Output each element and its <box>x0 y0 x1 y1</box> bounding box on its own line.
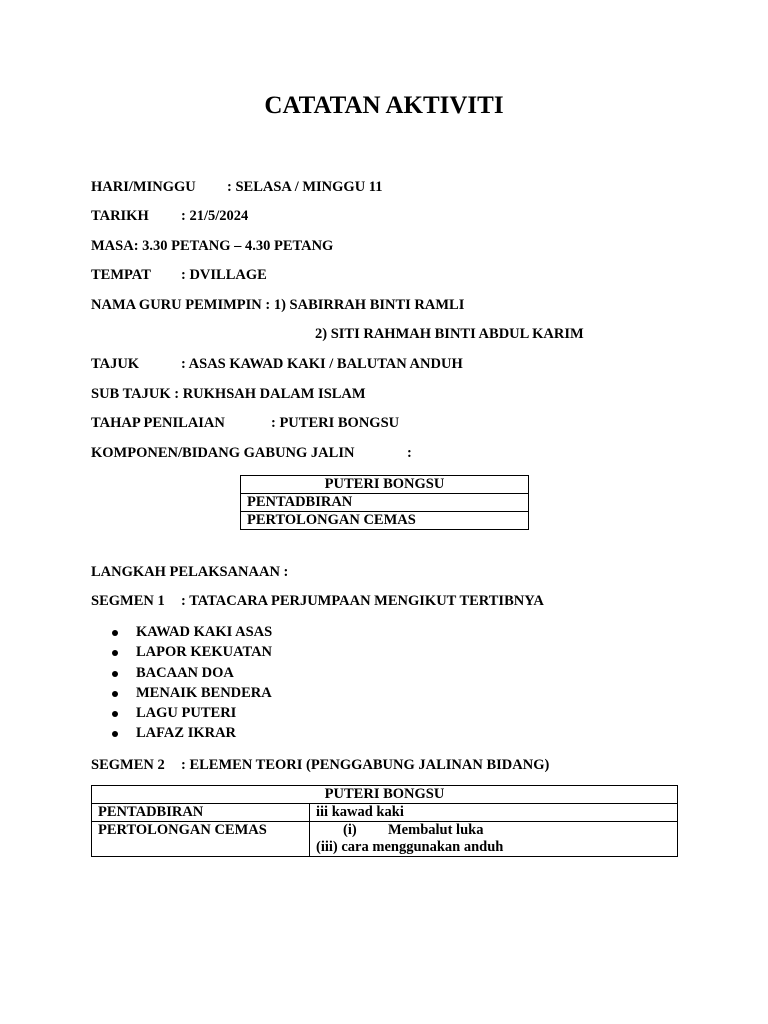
hari-label: HARI/MINGGU <box>91 179 196 195</box>
bullet-icon <box>112 691 118 697</box>
bullet-icon <box>112 731 118 737</box>
bullet-icon <box>112 711 118 717</box>
komponen-table-header: PUTERI BONGSU <box>241 476 529 494</box>
page-title: CATATAN AKTIVITI <box>264 92 504 119</box>
bullet-icon <box>112 630 118 636</box>
subtajuk-line: SUB TAJUK : RUKHSAH DALAM ISLAM <box>91 386 366 402</box>
segmen2-cell-name: PENTADBIRAN <box>92 804 310 822</box>
list-item <box>112 703 272 723</box>
komponen-table-cell: PENTADBIRAN <box>241 494 529 512</box>
tahap-label: TAHAP PENILAIAN <box>91 415 225 431</box>
detail-text: Membalut luka <box>388 822 484 838</box>
segmen2-table-header: PUTERI BONGSU <box>92 786 678 804</box>
segmen2-cell-detail <box>310 822 678 857</box>
list-item-text: MENAIK BENDERA <box>136 684 272 701</box>
segmen1-list <box>112 622 272 744</box>
komponen-table <box>240 475 529 530</box>
segmen1-value: : TATACARA PERJUMPAAN MENGIKUT TERTIBNYA <box>181 593 544 609</box>
guru-second: 2) SITI RAHMAH BINTI ABDUL KARIM <box>315 326 584 342</box>
list-item <box>112 683 272 703</box>
list-item-text: LAPOR KEKUATAN <box>136 644 273 661</box>
segmen2-cell-detail: iii kawad kaki <box>310 804 678 822</box>
tarikh-value: : 21/5/2024 <box>181 208 249 224</box>
tempat-label: TEMPAT <box>91 267 151 283</box>
komponen-label: KOMPONEN/BIDANG GABUNG JALIN <box>91 445 355 461</box>
table-row <box>241 494 529 512</box>
tajuk-label: TAJUK <box>91 356 140 372</box>
table-row <box>92 786 678 804</box>
list-item <box>112 622 272 642</box>
table-row <box>92 804 678 822</box>
komponen-table-cell: PERTOLONGAN CEMAS <box>241 512 529 530</box>
segmen2-cell-name: PERTOLONGAN CEMAS <box>92 822 310 857</box>
detail-line: (iii) cara menggunakan anduh <box>316 839 504 855</box>
list-item-text: LAFAZ IKRAR <box>136 725 237 742</box>
langkah-heading: LANGKAH PELAKSANAAN : <box>91 564 289 580</box>
hari-value: : SELASA / MINGGU 11 <box>227 179 383 195</box>
list-item-text: KAWAD KAKI ASAS <box>136 624 273 640</box>
detail-number: (i) <box>343 822 357 838</box>
table-row <box>241 512 529 530</box>
tajuk-value: : ASAS KAWAD KAKI / BALUTAN ANDUH <box>181 356 463 372</box>
list-item <box>112 642 272 662</box>
tahap-value: : PUTERI BONGSU <box>271 415 400 431</box>
segmen2-table <box>91 785 678 857</box>
table-row <box>92 822 678 857</box>
segmen2-value: : ELEMEN TEORI (PENGGABUNG JALINAN BIDANG) <box>181 757 550 773</box>
list-item-text: BACAAN DOA <box>136 664 234 681</box>
tarikh-label: TARIKH <box>91 208 149 224</box>
tempat-value: : DVILLAGE <box>181 267 267 283</box>
list-item <box>112 723 272 743</box>
guru-line: NAMA GURU PEMIMPIN : 1) SABIRRAH BINTI RAMLI <box>91 297 465 313</box>
komponen-colon: : <box>407 445 412 461</box>
list-item <box>112 663 272 683</box>
list-item-text: LAGU PUTERI <box>136 705 237 722</box>
bullet-icon <box>112 650 118 656</box>
table-row <box>241 476 529 494</box>
detail-line <box>316 822 671 839</box>
segmen2-label: SEGMEN 2 <box>91 757 165 773</box>
bullet-icon <box>112 671 118 677</box>
segmen1-label: SEGMEN 1 <box>91 593 165 609</box>
masa-line: MASA: 3.30 PETANG – 4.30 PETANG <box>91 238 334 254</box>
